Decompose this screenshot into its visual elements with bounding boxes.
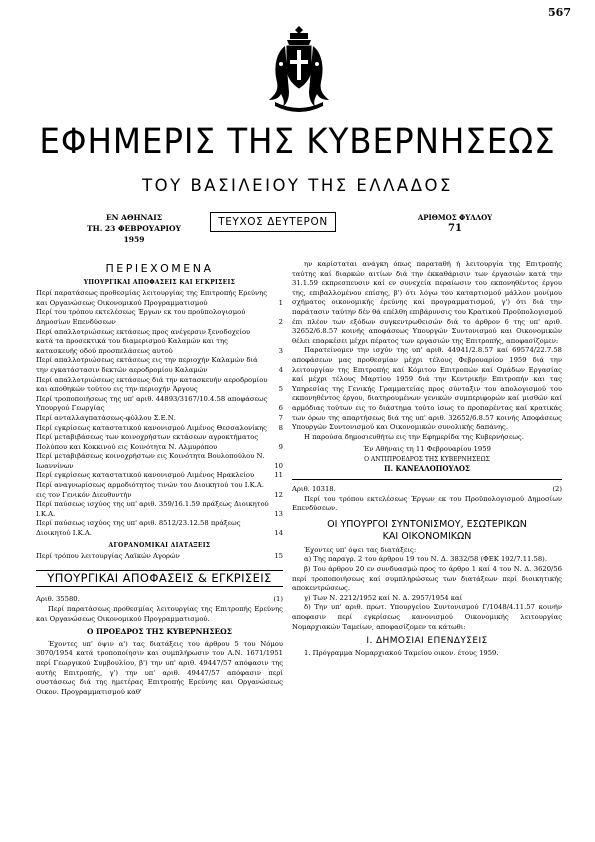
- decision-body: Έχοντες υπ' όψιν α') τας διατάξεις του άρθρου 5 του Νόμου 3070/1954 κατά τροποποίησιν και συμπλήρωσιν του Α.Ν. 1671/1951 περί Γεωργικού Συμβουλίου, β') την υπ' αριθ. 49447/57 απόφασιν της αυτής Επιτροπής, γ') την υπ' αριθ. 49447/57 απόφασιν περί συστάσεως διά της ημετέρας Επιτροπής Ερεύνης και Οργανώσεως Οικον. Προγραμματισμού καθ': [36, 639, 283, 696]
- decision-number-row: [36, 595, 283, 605]
- publication-place: ΕΝ ΑΘΗΝΑΙΣ: [105, 213, 163, 222]
- decision-ordinal: (1): [273, 595, 283, 604]
- signer-title: Ο ΑΝΤΙΠΡΟΕΔΡΟΣ ΤΗΣ ΚΥΒΕΡΝΗΣΕΩΣ: [364, 455, 490, 463]
- contents-item: Περί τροποποιήσεως της υπ' αριθ. 44893/3167/10.4.58 αποφάσεως Υπουργού Γεωργίας 6: [36, 394, 283, 413]
- contents-list: [36, 289, 283, 538]
- sheet-number-label: ΑΡΙΘΜΟΣ ΦΥΛΛΟΥ: [417, 213, 493, 222]
- decision-body-continued: ην καρίσταται ανάγκη όπως παραταθή ή λειτουργία της Επιτροπής ταύτης καί διαρκών αιτίων διά την έκκαθάρισιν των έργασιών κατά την 31.1.59 εκπρεσπευσιν καί εν συνεχεία περαίωσιν του εκπονηθέντος έργου της, επιβαλλομένου επίσης, β') ότι λόγω του καταρτισμού μάλλον μονίμου σχήματος οικονομικής έρεύνης καί προγραμματισμού, γ') ότι διά την παράτασιν ταύτην δέν θά επέλθη επιβάρυνσις του Κρατικού Προϋπολογισμού έπι πλέον των εξόδων συγκεντρωθεισών διά το άρθρον 6 της υπ' αριθ. 32652/6.8.57 κοινής αποφάσεως Υπουργών Συντονισμού και Οικονομικών θέλει επαρκέσει μέχρι πέρατος των εργασιών της Επιτροπής, αποφασίζομεν:: [292, 260, 562, 345]
- ministers-line: ΟΙ ΥΠΟΥΡΓΟΙ ΣΥΝΤΟΝΙΣΜΟΥ, ΕΣΩΤΕΡΙΚΩΝ: [327, 518, 527, 530]
- decision-subject: Περί του τρόπου εκτελέσεως Έργων εκ του Προϋπολογισμού Δημοσίων Επενδύσεων.: [292, 494, 562, 513]
- decision-subject: Περί παρατάσεως προθεσμίας λειτουργίας της Επιτροπής Ερεύνης και Οργανώσεως Οικονομικού Προγραμματισμού.: [36, 605, 283, 623]
- decisions-heading: ΥΠΟΥΡΓΙΚΑΙ ΑΠΟΦΑΣΕΙΣ & ΕΓΚΡΙΣΕΙΣ: [36, 570, 283, 588]
- page-number: 567: [548, 6, 571, 19]
- place-date: Έν Αθήναις τη 11 Φεβρουαρίου 1959: [363, 445, 491, 454]
- issuer-title: [292, 519, 562, 543]
- coat-of-arms-emblem: [263, 24, 335, 116]
- contents-item: Περί απαλλοτριώσεως εκτάσεως προς ανέγερσιν ξενοδοχείου κατά τα προσεκτικά του διαμερισμού Καλαμών και της κατασκευής οδού προσπελάσεως αυτού 3: [36, 327, 283, 355]
- contents-item: Περί παύσεως ισχύος της υπ' αριθ. 359/16.1.59 πράξεως Διοικητού Ι.Κ.Α. 13: [36, 500, 283, 518]
- publication-date-block: [76, 212, 192, 245]
- gazette-subtitle: ΤΟΥ ΒΑΣΙΛΕΙΟΥ ΤΗΣ ΕΛΛΑΔΟΣ: [142, 176, 453, 195]
- issuer-title: Ο ΠΡΟΕΔΡΟΣ ΤΗΣ ΚΥΒΕΡΝΗΣΕΩΣ: [87, 627, 232, 637]
- left-column: [36, 264, 283, 697]
- contents-item: Περί ανταλλαγπατάσεως-φύλλου Σ.Ε.Ν. 7: [36, 413, 283, 422]
- issue-label: ΤΕΥΧΟΣ ΔΕΥΤΕΡΟΝ: [210, 212, 336, 232]
- decision-number: Αριθ. 10318.: [292, 485, 336, 494]
- contents-item: Περί μεταβιβάσεως κοινοχρήστων εις Κοινότητα Βουλοπούλου Ν. Ιωαννίνων 10: [36, 452, 283, 470]
- considering-line: Έχοντες υπ' όψει τας διατάξεις:: [304, 545, 417, 554]
- ministers-line: ΚΑΙ ΟΙΚΟΝΟΜΙΚΩΝ: [382, 530, 472, 542]
- contents-item: Περί απαλλοτριώσεως εκτάσεως εις την περιοχήν Καλαμών διά την εγκατάστασιν δεκτών αεροδρομίου Καλαμών 4: [36, 356, 283, 374]
- contents-item: Περί εγκρίσεως καταστατικού κανονισμού Λιμένος Ηρακλείου 11: [36, 471, 283, 480]
- contents-item: Περί εγκρίσεως καταστατικού κανονισμού Λιμένος Θεσσαλονίκης 8: [36, 423, 283, 432]
- legal-basis-item: γ) Των Ν. 2212/1952 καί Ν. Δ. 2957/1954 καί: [304, 593, 463, 602]
- decision-ruling: Παρατείνομεν την ισχύν της υπ' αριθ. 44941/2.8.57 καί 69574/22.7.58 αποφάσεων μας προθεσμίαν μέχρι τέλους Φεβρουαρίου 1959 διά την λειτουργίαν της Επιτροπής καί Κόμιτου Επιτροπών καί Ομάδων Εργασίας καί μέχρι τέλους Μαρτίου 1959 διά την Κεντρικήν Επιτροπήν και τας Υπηρεσίας της Γενικής Γραμματείας προς σύνταξιν του απολογισμού του εκπονηθέντος έργου, διατηρουμένων γενικών συμπεριφορών καί μισθών καί αρμόδιας τούτων εις το διάστημα τούτο ίσως το προπαρέντας καί κρατικάς των όρων της απαρτήσεως διά της υπ' αριθ. 32652/6.8.57 κοινής Αποφάσεως Υπουργών Συντονισμού και Οικονομικών συνολικής δαπάνης.: [292, 346, 562, 432]
- sheet-number-block: [400, 212, 510, 234]
- decision-number-row: [292, 485, 562, 495]
- legal-basis-item: δ) Την υπ' αριθ. πρωτ. Υπουργείου Συντονισμού Γ/1048/4.11.57 κοινήν αποφασιν περί εγκρίσεως κανονισμού Οικονομικής λειτουργίας Νομαρχιακών Ταμείων, αποφασίζομεν τα κάτωθι:: [292, 603, 562, 631]
- contents-item: Περί παύσεως ισχύος της υπ' αριθ. 8512/23.12.58 πράξεως Διοικητού Ι.Κ.Α. 14: [36, 519, 283, 538]
- legal-basis-item: α) Της παραγρ. 2 του άρθρου 19 του Ν. Δ. 3832/58 (ΦΕΚ 192/7.11.58).: [304, 555, 547, 564]
- legal-basis-item: β) Του άρθρου 20 εν συνδυασμώ προς το άρθρο 1 καί 4 του Ν. Δ. 3620/56 περί τροποποιήσεως καί συμπληρώσεως των διατάξεων περί διοικητικής αποκεντρώσεως.: [292, 565, 562, 593]
- signer-name: Π. ΚΑΝΕΛΛΟΠΟΥΛΟΣ: [384, 464, 470, 474]
- publication-order: Η παρούσα δημοσιευθήτω εις την Εφημερίδα της Κυβερνήσεως.: [304, 432, 524, 441]
- contents-section-head: ΑΓΟΡΑΝΟΜΙΚΑΙ ΔΙΑΤΑΞΕΙΣ: [108, 541, 211, 549]
- contents-item: Περί απαλλοτριώσεως εκτάσεως διά την κατασκευήν αεροδρομίου και αποθηκών τούτου εις την περιοχήν Άργους 5: [36, 375, 283, 394]
- section-item: 1. Πρόγραμμα Νομαρχιακού Ταμείου οικον. έτους 1959.: [304, 648, 499, 657]
- contents-section-head: ΥΠΟΥΡΓΙΚΑΙ ΑΠΟΦΑΣΕΙΣ ΚΑΙ ΕΓΚΡΙΣΕΙΣ: [83, 278, 236, 286]
- right-column: [292, 260, 562, 658]
- contents-item: Περί του τρόπου εκτελέσεως Έργων εκ του προϋπολογισμού Δημοσίων Επενδύσεων 2: [36, 308, 283, 326]
- gazette-title: ΕΦΗΜΕΡΙΣ ΤΗΣ ΚΥΒΕΡΝΗΣΕΩΣ: [39, 122, 556, 162]
- publication-date: ΤΗ. 23 ΦΕΒΡΟΥΑΡΙΟΥ 1959: [87, 224, 181, 244]
- decision-number: Αριθ. 35580.: [36, 595, 80, 604]
- contents-item: Περί αναγνωρίσεως αρμοδιότητος τινών του Διοικητού του Ι.Κ.Α. εις τον Γενικόν Διευθυντήν 12: [36, 481, 283, 499]
- decision-ordinal: (2): [552, 485, 562, 494]
- divider: [292, 479, 562, 480]
- contents-item: Περί μεταβιβάσεως των κοινοχρήστων εκτάσεων αγροκτήματος Πολύπου και Κοκκινού εις Κοινότητα Ν. Αλμυρόπου 9: [36, 433, 283, 451]
- section-title: Ι. ΔΗΜΟΣΙΑΙ ΕΠΕΝΔΥΣΕΙΣ: [366, 636, 488, 647]
- contents-item: Περί παρατάσεως προθεσμίας λειτουργίας της Επιτροπής Ερεύνης και Οργανώσεως Οικονομικού Προγραμματισμού 1: [36, 289, 283, 307]
- contents-title: ΠΕΡΙΕΧΟΜΕΝΑ: [105, 262, 214, 275]
- sheet-number: 71: [448, 223, 462, 234]
- contents-item: Περί τρόπου λειτουργίας Λαϊκών Αγορών 15: [36, 552, 283, 561]
